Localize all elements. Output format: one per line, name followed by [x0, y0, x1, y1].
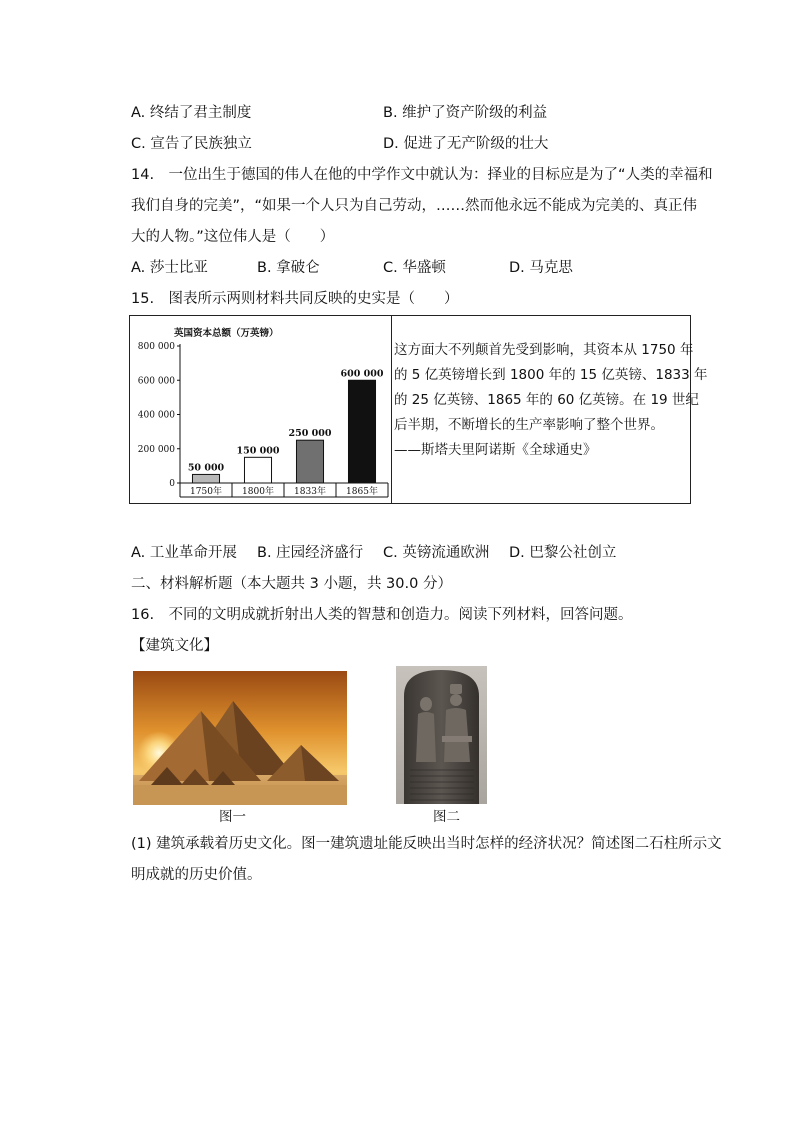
q16-heading: 【建筑文化】 — [131, 638, 218, 654]
section-2-title-text: 二、材料解析题（本大题共 3 小题，共 30.0 分） — [131, 576, 452, 592]
chart-title: 英国资本总额（万英镑） — [174, 328, 279, 339]
x-category-label: 1833年 — [294, 487, 326, 497]
material-source: ——斯塔夫里阿诺斯《全球通史》 — [394, 442, 597, 458]
q14-option-b: B. 拿破仑 — [257, 260, 320, 276]
table-divider — [391, 316, 392, 503]
q14-option-d: D. 马克思 — [509, 260, 573, 276]
bar-1 — [192, 474, 219, 483]
material-line-2: 的 5 亿英镑增长到 1800 年的 15 亿英镑、1833 年 — [394, 367, 708, 383]
figure-1-caption: 图一 — [219, 809, 246, 825]
q13-option-c: C. 宣告了民族独立 — [131, 136, 252, 152]
x-category-label: 1800年 — [242, 487, 274, 497]
bar-2 — [244, 457, 271, 483]
q14-stem-line3: 大的人物。”这位伟人是（ ） — [131, 229, 335, 245]
q15-option-d: D. 巴黎公社创立 — [509, 545, 617, 561]
material-line-1: 这方面大不列颠首先受到影响，其资本从 1750 年 — [394, 342, 694, 358]
stele-illustration — [396, 666, 487, 804]
bar-value-label: 600 000 — [340, 368, 384, 380]
section-2-title — [131, 574, 452, 594]
q15-material-text — [394, 338, 708, 463]
q13-option-b: B. 维护了资产阶级的利益 — [383, 105, 548, 121]
q15-option-b: B. 庄园经济盛行 — [257, 545, 364, 561]
y-tick-label: 400 000 — [137, 410, 175, 421]
figure-1-pyramids-image — [133, 671, 347, 805]
capital-bar-chart-svg — [130, 316, 391, 503]
y-tick-label: 600 000 — [137, 376, 175, 387]
x-category-label: 1750年 — [190, 487, 222, 497]
q13-option-a: A. 终结了君主制度 — [131, 105, 252, 121]
figure-2-caption: 图二 — [433, 809, 460, 825]
figure-2-stele-image — [396, 666, 487, 804]
bar-value-label: 150 000 — [236, 445, 280, 457]
q15-option-a: A. 工业革命开展 — [131, 545, 237, 561]
q13-option-d: D. 促进了无产阶级的壮大 — [383, 136, 549, 152]
capital-bar-chart — [130, 316, 391, 503]
q15-option-c: C. 英镑流通欧洲 — [383, 545, 490, 561]
x-category-label: 1865年 — [346, 487, 378, 497]
bar-value-label: 250 000 — [288, 428, 332, 440]
q14-stem-line2: 我们自身的完美”，“如果一个人只为自己劳动，……然而他永远不能成为完美的、真正伟 — [131, 198, 698, 214]
material-line-4: 后半期，不断增长的生产率影响了整个世界。 — [394, 417, 664, 433]
y-tick-label: 0 — [169, 479, 175, 489]
q16-sub1-line2: 明成就的历史价值。 — [131, 867, 262, 883]
y-tick-label: 200 000 — [137, 444, 175, 455]
q15-stem: 15. 图表所示两则材料共同反映的史实是（ ） — [131, 291, 459, 307]
material-line-3: 的 25 亿英镑、1865 年的 60 亿英镑。在 19 世纪 — [394, 392, 699, 408]
q14-option-c: C. 华盛顿 — [383, 260, 446, 276]
q16-sub1-line1: (1) 建筑承载着历史文化。图一建筑遗址能反映出当时怎样的经济状况？简述图二石柱所示文 — [131, 836, 722, 852]
bar-4 — [348, 380, 375, 483]
q16-stem: 16. 不同的文明成就折射出人类的智慧和创造力。阅读下列材料，回答问题。 — [131, 607, 633, 623]
y-tick-label: 800 000 — [137, 342, 175, 352]
bar-3 — [296, 440, 323, 483]
bar-value-label: 50 000 — [187, 462, 225, 474]
q14-stem-line1: 14. 一位出生于德国的伟人在他的中学作文中就认为：择业的目标应是为了“人类的幸福和 — [131, 167, 713, 183]
pyramids-illustration — [133, 671, 347, 805]
q15-material-table — [129, 315, 708, 504]
q14-option-a: A. 莎士比亚 — [131, 260, 208, 276]
